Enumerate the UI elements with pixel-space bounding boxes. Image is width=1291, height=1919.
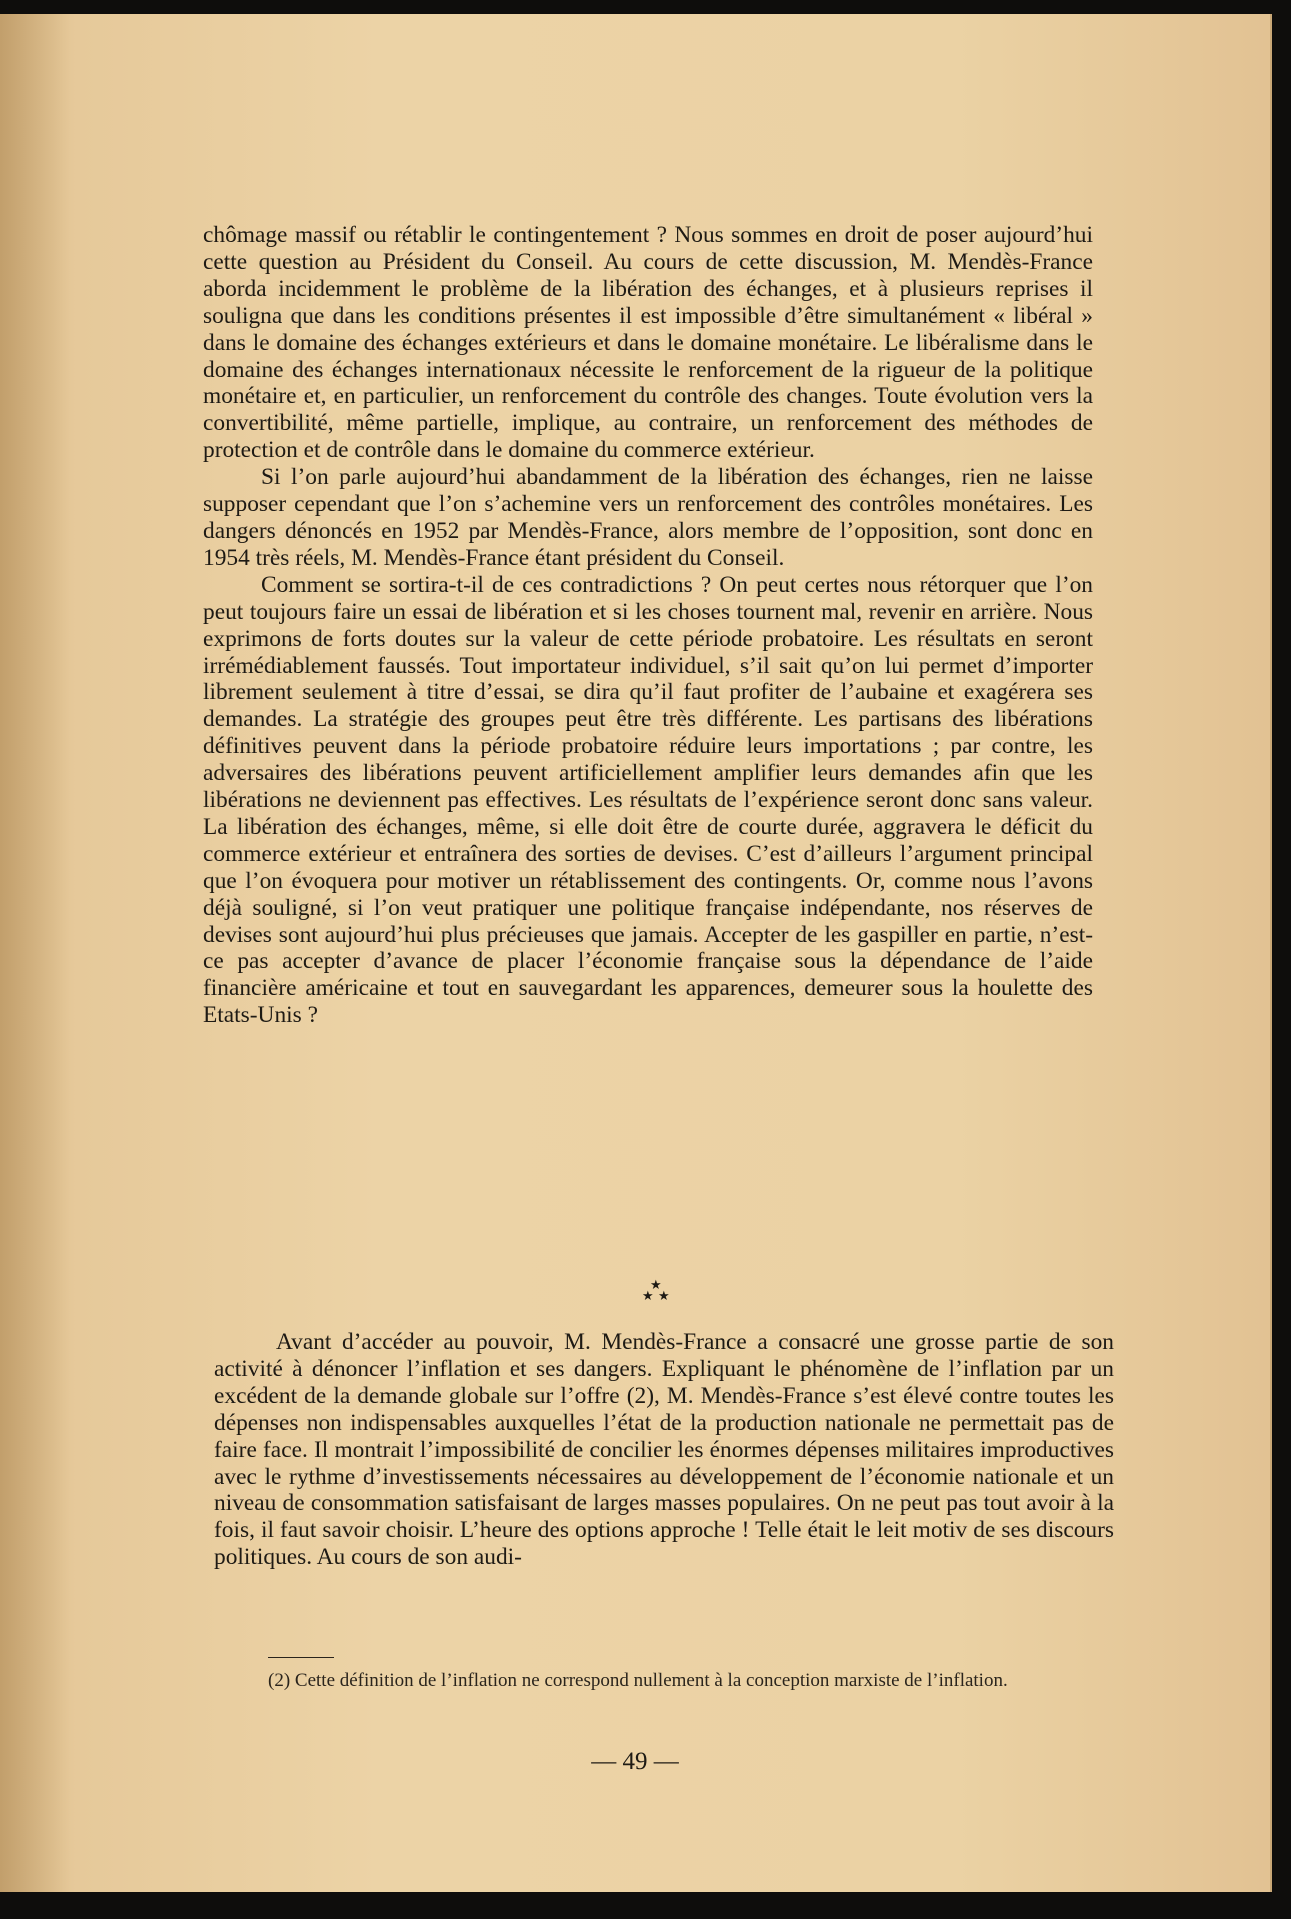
body-text-lower [214,1329,1114,1571]
body-text-upper [203,222,1093,1029]
paragraph-continuation: chômage massif ou rétablir le contingentement ? Nous sommes en droit de poser aujourd’hui cette question au Président du Conseil. Au cours de cette discussion, M. Mendès-France aborda incidemment le problème de la libération des échanges, et à plusieurs reprises il souligna que dans les conditions présentes il est impossible d’être simultanément « libéral » dans le domaine des échanges extérieurs et dans le domaine monétaire. Le libéralisme dans le domaine des échanges internationaux nécessite le renforcement de la rigueur de la politique monétaire et, en particulier, un renforcement du contrôle des changes. Toute évolution vers la convertibilité, même partielle, implique, au contraire, un renforcement des méthodes de protection et de contrôle dans le domaine du commerce extérieur. [203,222,1093,464]
paragraph: Si l’on parle aujourd’hui abandamment de la libération des échanges, rien ne laisse supposer cependant que l’on s’achemine vers un renforcement des contrôles monétaires. Les dangers dénoncés en 1952 par Mendès-France, alors membre de l’opposition, sont donc en 1954 très réels, M. Mendès-France étant président du Conseil. [203,464,1093,571]
paragraph: Avant d’accéder au pouvoir, M. Mendès-France a consacré une grosse partie de son activité à dénoncer l’inflation et ses dangers. Expliquant le phénomène de l’inflation par un excédent de la demande globale sur l’offre (2), M. Mendès-France s’est élevé contre toutes les dépenses non indispensables auxquelles l’état de la production nationale ne permettait pas de faire face. Il montrait l’impossibilité de concilier les énormes dépenses militaires improductives avec le rythme d’investissements nécessaires au développement de l’économie nationale et un niveau de consommation satisfaisant de larges masses populaires. On ne peut pas tout avoir à la fois, il faut savoir choisir. L’heure des options approche ! Telle était le leit motiv de ses discours politiques. Au cours de son audi- [214,1329,1114,1571]
star-icon: ★ [650,1277,662,1292]
page-number: — 49 — [591,1748,679,1775]
footnote-text: (2) Cette définition de l’inflation ne correspond nullement à la conception marxiste de l’inflation. [268,1670,1008,1691]
paragraph: Comment se sortira-t-il de ces contradictions ? On peut certes nous rétorquer que l’on peut toujours faire un essai de libération et si les choses tournent mal, revenir en arrière. Nous exprimons de forts doutes sur la valeur de cette période probatoire. Les résultats en seront irrémédiablement faussés. Tout importateur individuel, s’il sait qu’on lui permet d’importer librement seulement à titre d’essai, se dira qu’il faut profiter de l’aubaine et exagérera ses demandes. La stratégie des groupes peut être très différente. Les partisans des libérations définitives peuvent dans la période probatoire réduire leurs importations ; par contre, les adversaires des libérations peuvent artificiellement amplifier leurs demandes afin que les libérations ne deviennent pas effectives. Les résultats de l’expérience seront donc sans valeur. La libération des échanges, même, si elle doit être de courte durée, aggravera le déficit du commerce extérieur et entraînera des sorties de devises. C’est d’ailleurs l’argument principal que l’on évoquera pour motiver un rétablissement des contingents. Or, comme nous l’avons déjà souligné, si l’on veut pratiquer une politique française indépendante, nos réserves de devises sont aujourd’hui plus précieuses que jamais. Accepter de les gaspiller en partie, n’est-ce pas accepter d’avance de placer l’économie française sous la dépendance de l’aide financière américaine et tout en sauvegardant les apparences, demeurer sous la houlette des Etats-Unis ? [203,571,1093,1029]
footnote-divider [268,1657,334,1658]
star-icon: ★ [642,1288,654,1303]
star-icon: ★ [658,1288,670,1303]
footnote [226,1669,1116,1693]
asterism-separator [0,1278,1270,1306]
scanned-page [0,14,1272,1892]
